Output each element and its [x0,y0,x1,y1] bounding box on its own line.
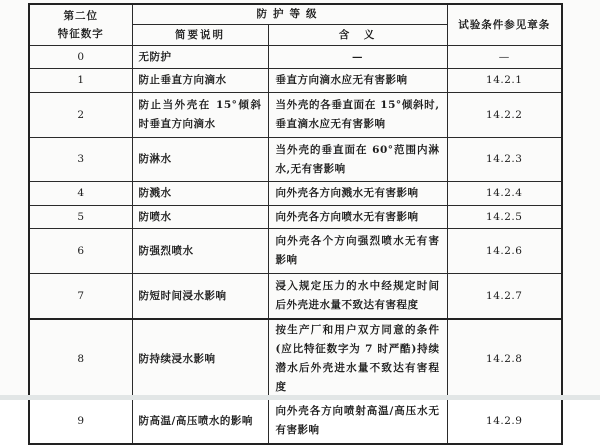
table-row [29,138,562,182]
meaning-cell: 当外壳的各垂直面在 15°倾斜时,垂直滴水应无有害影响 [268,93,447,138]
table-row [29,46,562,69]
clause-cell: — [447,46,562,69]
meaning-cell: 按生产厂和用户双方同意的条件(应比特征数字为 7 时严酷)持续潜水后外壳进水量不致达有害程度 [268,319,447,399]
meaning-cell: 垂直方向滴水应无有害影响 [268,69,447,93]
clause-cell: 14.2.6 [447,229,562,274]
brief-cell: 防高温/高压喷水的影响 [132,399,268,445]
header-row-1 [29,4,562,25]
brief-cell: 防强烈喷水 [132,229,268,274]
header-clause-column: 试验条件参见章条 [447,4,562,46]
header-meaning-column: 含 义 [268,25,447,46]
clause-cell: 14.2.1 [447,69,562,93]
clause-cell: 14.2.7 [447,274,562,320]
digit-cell: 7 [29,274,132,320]
meaning-cell: 向外壳各方向喷射高温/高压水无有害影响 [268,399,447,445]
clause-cell: 14.2.5 [447,206,562,229]
brief-cell: 防淋水 [132,138,268,182]
brief-cell: 防溅水 [132,182,268,206]
meaning-cell: 浸入规定压力的水中经规定时间后外壳进水量不致达有害程度 [268,274,447,320]
digit-cell: 2 [29,93,132,138]
brief-cell: 防止当外壳在 15°倾斜时垂直方向滴水 [132,93,268,138]
header-digit-column [29,4,132,46]
clause-cell: 14.2.4 [447,182,562,206]
table-row [29,206,562,229]
brief-cell: 防止垂直方向滴水 [132,69,268,93]
digit-cell: 1 [29,69,132,93]
brief-cell: 防喷水 [132,206,268,229]
table-row [29,399,562,445]
digit-cell: 3 [29,138,132,182]
header-brief-column: 简要说明 [132,25,268,46]
clause-cell: 14.2.3 [447,138,562,182]
digit-cell: 6 [29,229,132,274]
clause-cell: 14.2.9 [447,399,562,445]
scan-edge-strip [0,395,600,400]
digit-cell: 4 [29,182,132,206]
digit-cell: 0 [29,46,132,69]
brief-cell: 防持续浸水影响 [132,319,268,399]
digit-cell: 9 [29,399,132,445]
table-row [29,182,562,206]
brief-cell: 无防护 [132,46,268,69]
table-row [29,69,562,93]
header-protection-group: 防护等级 [132,4,447,25]
brief-cell: 防短时间浸水影响 [132,274,268,320]
meaning-cell: — [268,46,447,69]
digit-cell: 5 [29,206,132,229]
clause-cell: 14.2.8 [447,319,562,399]
table-row [29,229,562,274]
header-digit-line2: 特征数字 [57,28,104,40]
table-row [29,319,562,399]
digit-cell: 8 [29,319,132,399]
meaning-cell: 向外壳各方向喷水无有害影响 [268,206,447,229]
header-digit-line1: 第二位 [63,10,98,22]
table-row [29,274,562,320]
meaning-cell: 向外壳各个方向强烈喷水无有害影响 [268,229,447,274]
protection-rating-table [28,3,563,445]
meaning-cell: 向外壳各方向溅水无有害影响 [268,182,447,206]
table-row [29,93,562,138]
clause-cell: 14.2.2 [447,93,562,138]
meaning-cell: 当外壳的垂直面在 60°范围内淋水,无有害影响 [268,138,447,182]
